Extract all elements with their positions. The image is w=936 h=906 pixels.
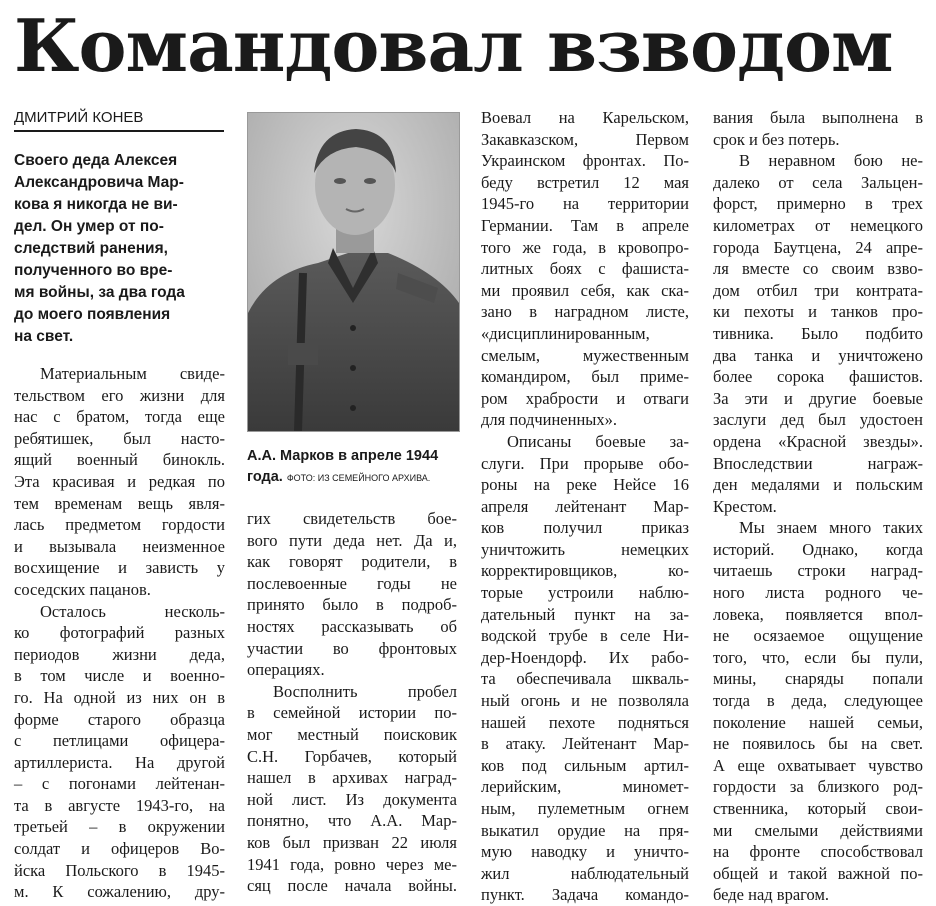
- text-line: выкатил орудие на пря-: [481, 820, 689, 840]
- text-line: водской трубе в селе Ни-: [481, 626, 689, 646]
- lead-line: дел. Он умер от по-: [14, 218, 164, 235]
- text-line: Материальным свиде-: [40, 364, 225, 383]
- text-line: на фронте способствовал: [713, 842, 923, 862]
- text-line: ордена «Красной звезды».: [713, 431, 923, 451]
- text-line: форст, примерно в трех: [713, 194, 923, 214]
- article-column-2: [247, 508, 457, 897]
- lead-line: полученного во вре-: [14, 262, 173, 279]
- text-line: ки пехоты и танков про-: [713, 302, 923, 322]
- text-line: ящий военный бинокль.: [14, 450, 225, 470]
- caption-text: А.А. Марков в апреле 1944 года.: [247, 448, 439, 485]
- text-line: беду встретил 12 мая: [481, 172, 689, 192]
- text-line: срок и без потерь.: [713, 129, 840, 149]
- text-line: Мы знаем много таких: [739, 518, 923, 538]
- text-line: ный огонь и не позволяла: [481, 691, 689, 711]
- text-line: тем временам вещь явля-: [14, 493, 225, 513]
- text-line: мины, снаряды попали: [713, 669, 923, 689]
- text-line: лерийским, миномет-: [481, 777, 689, 797]
- text-line: ребятишек, был насто-: [14, 428, 225, 448]
- text-line: далеко от села Зальцен-: [713, 172, 923, 192]
- text-line: общей и такой важной по-: [713, 863, 923, 883]
- text-line: ков был призван 22 июля: [247, 832, 457, 852]
- lead-line: до моего появления: [14, 306, 171, 323]
- text-line: ко фотографий разных: [14, 623, 225, 643]
- text-line: 1945-го на территории: [481, 194, 689, 214]
- lead-line: на свет.: [14, 328, 74, 345]
- text-line: роны на реке Нейсе 16: [481, 475, 689, 495]
- text-line: понятно, что А.А. Мар-: [247, 811, 457, 831]
- text-line: та в августе 1943-го, на: [14, 795, 225, 815]
- text-line: участии во фронтовых: [247, 638, 457, 658]
- text-line: нас с братом, тогда еще: [14, 407, 225, 427]
- text-line: – с погонами лейтенан-: [14, 774, 225, 794]
- text-line: читаешь строки наград-: [713, 561, 923, 581]
- lead-paragraph: [14, 150, 224, 348]
- text-line: тивника. Было подбито: [713, 323, 923, 343]
- text-line: ков получил приказ: [481, 518, 689, 538]
- text-line: артиллериста. На другой: [14, 752, 225, 772]
- text-line: ной лист. Из документа: [247, 789, 457, 809]
- text-line: дом отбил три контрата-: [713, 280, 923, 300]
- text-line: восхищение и зависть у: [14, 558, 225, 578]
- article-column-1: [14, 363, 225, 903]
- article-column-3: [481, 107, 689, 906]
- text-line: слуги. При прорыве обо-: [481, 453, 689, 473]
- text-line: го. На одной из них он в: [14, 687, 225, 707]
- text-line: жил наблюдательный: [481, 863, 689, 883]
- text-line: заслуги дед был удостоен: [713, 410, 923, 430]
- text-line: принято было в подроб-: [247, 595, 457, 615]
- text-line: ля вместе со своим взво-: [713, 259, 923, 279]
- text-line: и вызывала неизменное: [14, 536, 225, 556]
- lead-line: Своего деда Алексея: [14, 152, 178, 169]
- text-line: с петлицами офицера-: [14, 731, 225, 751]
- text-line: солдат и офицеров Во-: [14, 839, 225, 859]
- text-line: дер-Ноендорф. Их рабо-: [481, 647, 689, 667]
- text-line: «дисциплинированным,: [481, 323, 650, 343]
- text-line: смелым, мужественным: [481, 345, 689, 365]
- text-line: ми смелыми действиями: [713, 820, 923, 840]
- photo-credit: ФОТО: ИЗ СЕМЕЙНОГО АРХИВА.: [286, 473, 431, 483]
- text-line: историй. Однако, когда: [713, 539, 923, 559]
- text-line: ным, пулеметным огнем: [481, 799, 689, 818]
- text-line: та обеспечивала шкваль-: [481, 669, 689, 689]
- text-line: ловека, появляется впол-: [713, 604, 923, 624]
- text-line: в атаку. Лейтенант Мар-: [481, 734, 689, 754]
- text-line: Германии. Там в апреле: [481, 215, 689, 235]
- text-line: нашел в архивах наград-: [247, 768, 457, 788]
- text-line: ственника, который свои-: [713, 799, 923, 818]
- text-line: Воевал на Карельском,: [481, 108, 689, 127]
- text-line: ков под сильным артил-: [481, 755, 689, 775]
- text-line: мог местный поисковик: [247, 724, 457, 744]
- text-line: мую наводку и уничто-: [481, 842, 689, 862]
- text-line: апреля лейтенант Мар-: [481, 496, 689, 516]
- author-byline: ДМИТРИЙ КОНЕВ: [14, 108, 224, 132]
- text-line: гих свидетельств бое-: [247, 509, 457, 528]
- text-line: для подчиненных».: [481, 410, 617, 430]
- text-line: За эти и другие боевые: [713, 388, 923, 408]
- text-line: ностях рассказывать об: [247, 616, 457, 636]
- text-line: сяц после начала войны.: [247, 876, 457, 896]
- text-line: периодов жизни деда,: [14, 644, 225, 664]
- text-line: форме старого образца: [14, 709, 225, 729]
- text-line: Впоследствии награж-: [713, 453, 923, 473]
- text-line: вания была выполнена в: [713, 108, 923, 127]
- text-line: километрах от немецкого: [713, 215, 923, 235]
- text-line: нашей пехоте подняться: [481, 712, 689, 732]
- portrait-photo: [247, 112, 460, 432]
- text-line: ром храбрости и отваги: [481, 388, 689, 408]
- text-line: А еще охватывает чувство: [713, 755, 923, 775]
- text-line: того же года, в кровопро-: [481, 237, 689, 257]
- text-line: Описаны боевые за-: [507, 431, 689, 451]
- text-line: корректировщиков, ко-: [481, 561, 689, 581]
- text-line: Крестом.: [713, 496, 777, 516]
- photo-caption: [247, 446, 459, 489]
- text-line: литных боях с фашиста-: [481, 259, 689, 279]
- text-line: командиром, был приме-: [481, 367, 689, 387]
- text-line: лась предметом гордости: [14, 515, 225, 535]
- text-line: в том числе и военно-: [14, 666, 225, 686]
- text-line: города Баутцена, 24 апре-: [713, 237, 923, 257]
- text-line: Восполнить пробел: [273, 681, 457, 701]
- headline: Командовал взводом: [14, 3, 893, 88]
- text-line: беде над врагом.: [713, 885, 830, 905]
- text-line: 1941 года, ровно через ме-: [247, 854, 457, 874]
- lead-line: кова я никогда не ви-: [14, 196, 178, 213]
- text-line: поколение нашей семьи,: [713, 712, 923, 732]
- text-line: ден медалями и польским: [713, 475, 923, 495]
- lead-line: следствий ранения,: [14, 240, 168, 257]
- text-line: третьей – в окружении: [14, 817, 225, 837]
- text-line: операциях.: [247, 660, 325, 680]
- text-line: пункт. Задача командо-: [481, 885, 689, 905]
- text-line: дательный пункт на за-: [481, 604, 689, 624]
- text-line: Украинском фронтах. По-: [481, 151, 689, 171]
- text-line: соседских пацанов.: [14, 579, 151, 599]
- text-line: в семейной истории по-: [247, 703, 457, 723]
- lead-line: мя войны, за два года: [14, 284, 185, 301]
- text-line: зано в наградном листе,: [481, 302, 689, 322]
- text-line: ного листа родного че-: [713, 583, 923, 603]
- text-line: более сорока фашистов.: [713, 367, 923, 387]
- text-line: не осязаемое ощущение: [713, 626, 923, 646]
- text-line: Осталось несколь-: [40, 601, 225, 621]
- text-line: Закавказском, Первом: [481, 129, 689, 149]
- text-line: как говорят родители, в: [247, 552, 457, 572]
- text-line: тогда в деда, следующее: [713, 691, 923, 711]
- text-line: послевоенные годы не: [247, 573, 457, 593]
- text-line: тельством его жизни для: [14, 385, 225, 405]
- text-line: уничтожить немецких: [481, 539, 689, 559]
- text-line: вого пути деда нет. Да и,: [247, 530, 457, 550]
- text-line: В неравном бою не-: [739, 151, 923, 171]
- lead-line: Александровича Мар-: [14, 174, 184, 191]
- portrait-illustration: [248, 113, 459, 431]
- text-line: йска Польского в 1945-: [14, 860, 225, 880]
- text-line: м. К сожалению, дру-: [14, 882, 225, 902]
- text-line: ми проявил себя, как ска-: [481, 280, 689, 300]
- text-line: торые устроили наблю-: [481, 583, 689, 603]
- text-line: не появилось бы на свет.: [713, 734, 923, 754]
- text-line: того, что, если бы пули,: [713, 647, 923, 667]
- text-line: Эта красивая и редкая по: [14, 471, 225, 491]
- text-line: два танка и уничтожено: [713, 345, 923, 365]
- article-column-4: [713, 107, 923, 906]
- text-line: гордости за близкого род-: [713, 777, 923, 797]
- text-line: С.Н. Горбачев, который: [247, 746, 457, 766]
